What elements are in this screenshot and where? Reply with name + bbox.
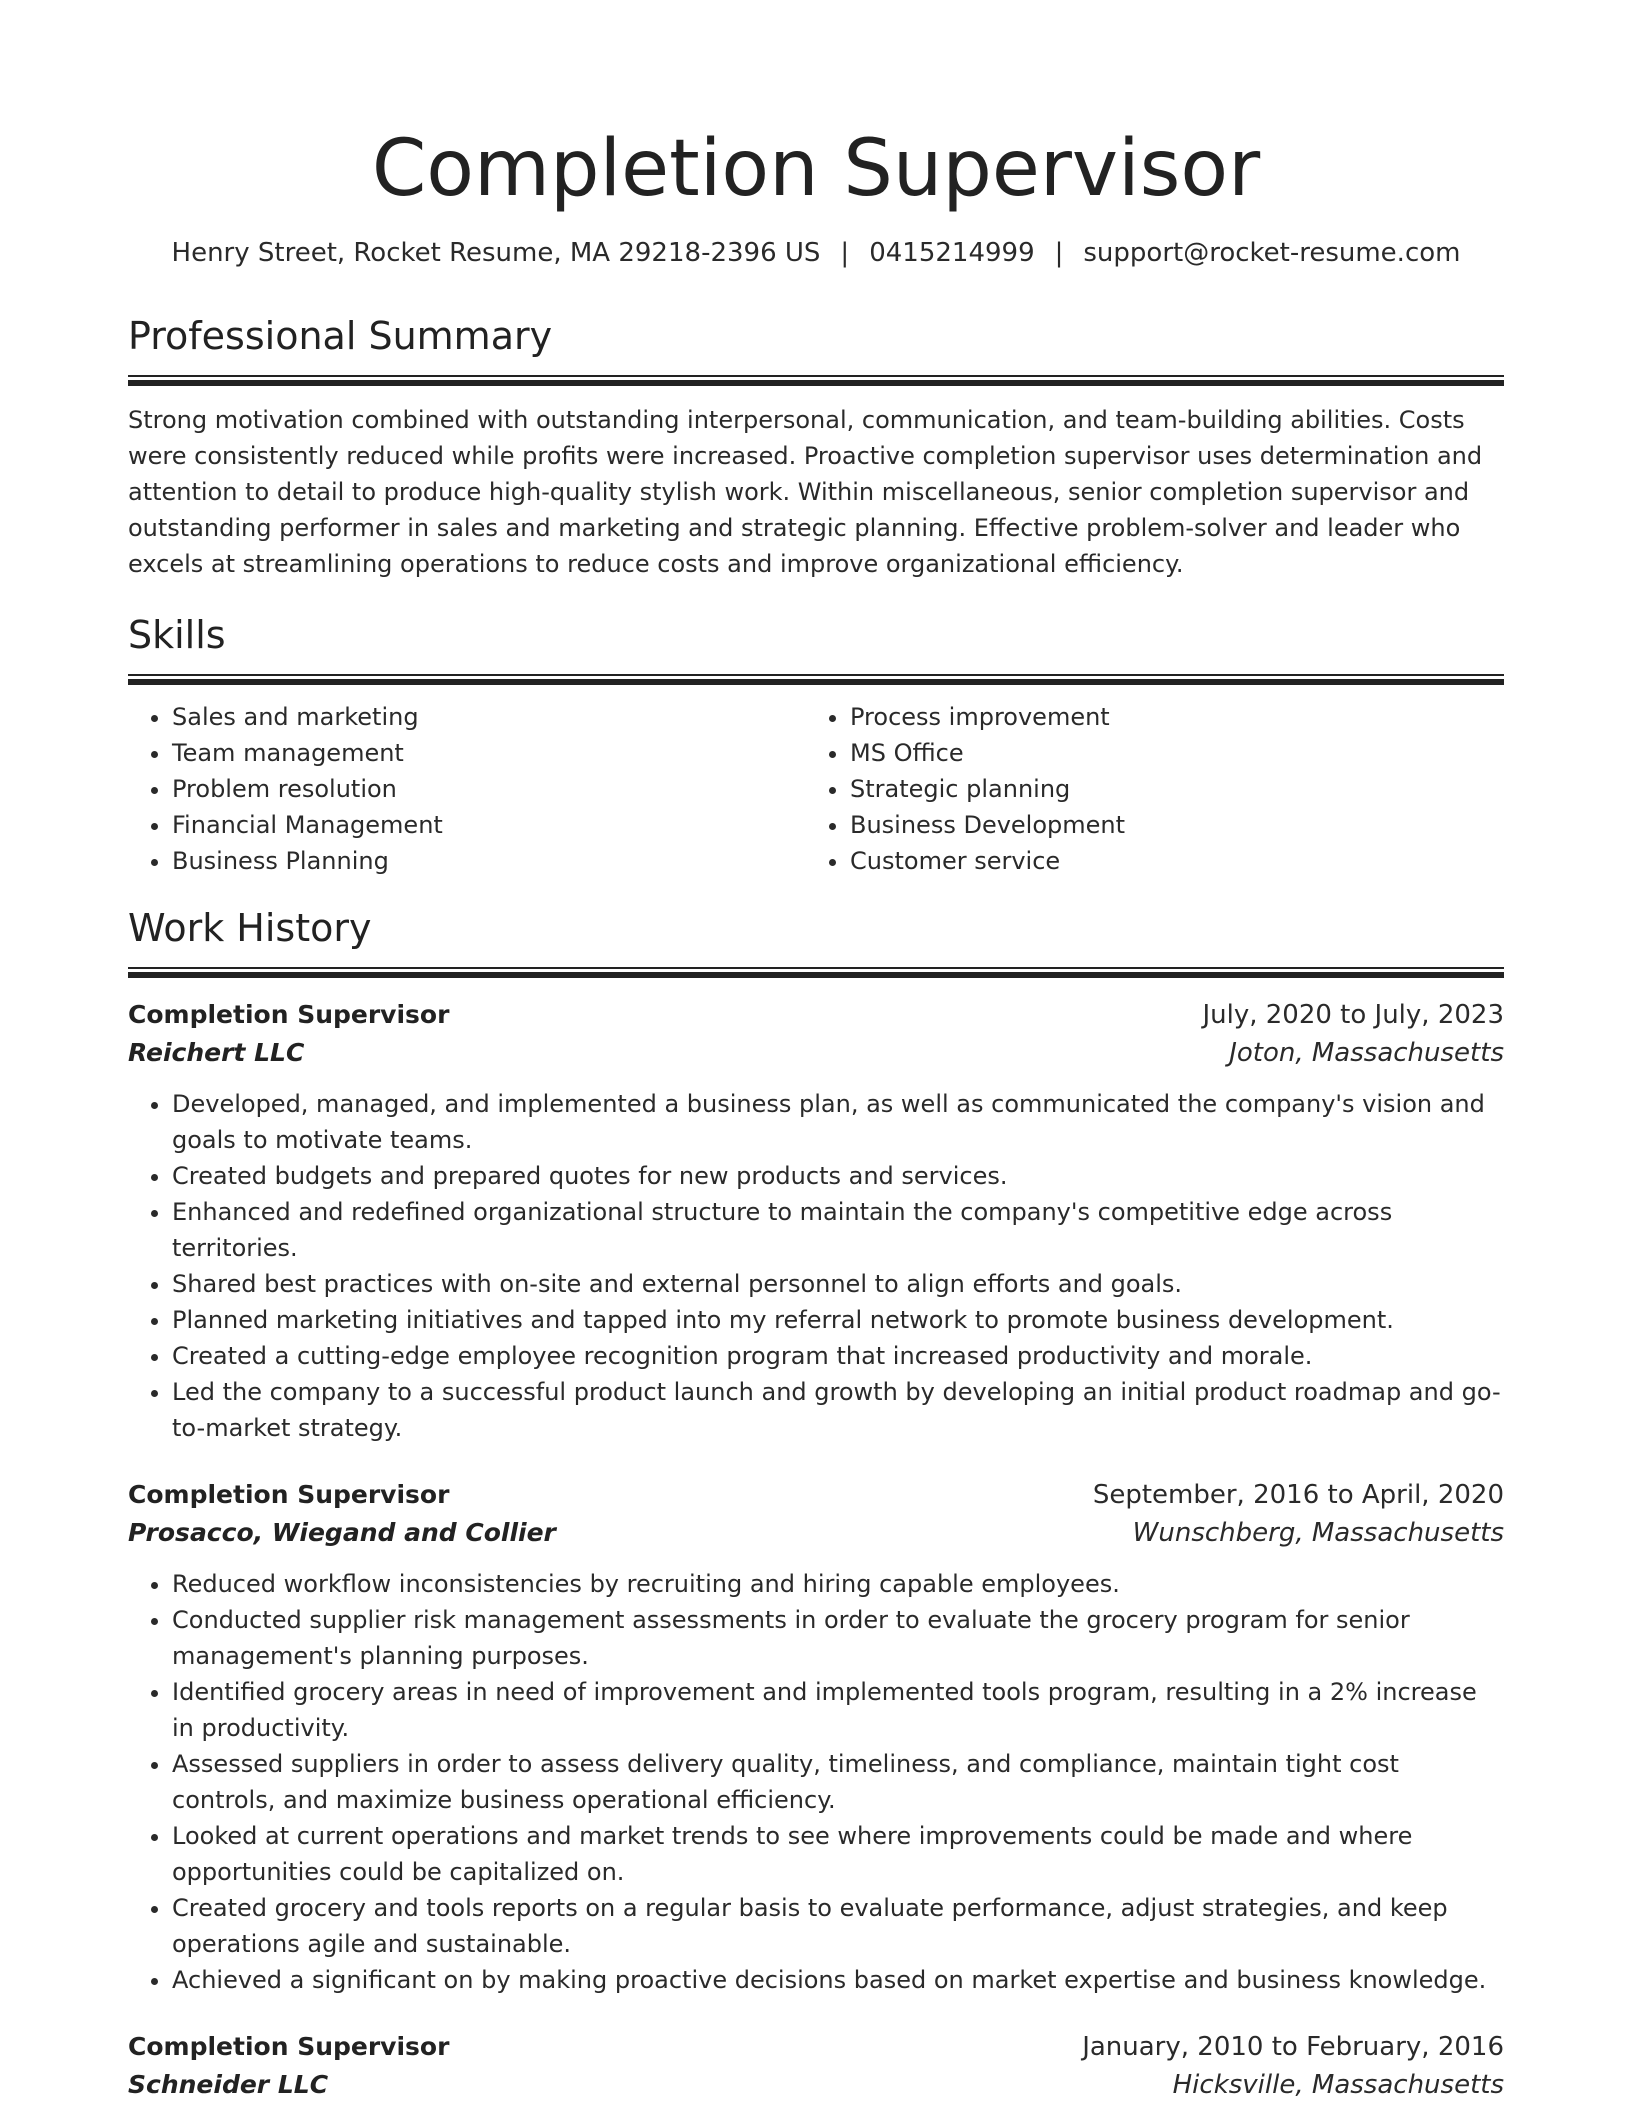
job-bullet: • Created grocery and tools reports on a regular basis to evaluate performance, adjust strategies, and keep operations agile and sustainable. [172, 1890, 1504, 1962]
job-entry [128, 1476, 1504, 1998]
job-subheader [128, 2066, 1504, 2104]
job-bullet: • Looked at current operations and market trends to see where improvements could be made and where opportunities could be capitalized on. [172, 1818, 1504, 1890]
job-title: Completion Supervisor [128, 1000, 450, 1029]
contact-address: Henry Street, Rocket Resume, MA 29218-2396 US [171, 238, 821, 268]
job-entry [128, 996, 1504, 1446]
job-bullet: • Shared best practices with on-site and external personnel to align efforts and goals. [172, 1266, 1504, 1302]
skills-heading: Skills [128, 613, 226, 657]
job-bullet: • Created budgets and prepared quotes for new products and services. [172, 1158, 1504, 1194]
job-bullet: • Identified grocery areas in need of improvement and implemented tools program, resulting in a 2% increase in productivity. [172, 1674, 1504, 1746]
skill-item: • Sales and marketing [172, 699, 806, 735]
contact-separator: | [840, 238, 850, 268]
job-entry [128, 2028, 1504, 2104]
skill-item: • Team management [172, 735, 806, 771]
job-bullet: • Developed, managed, and implemented a business plan, as well as communicated the company's vision and goals to motivate teams. [172, 1086, 1504, 1158]
job-subheader [128, 1034, 1504, 1072]
job-title: Completion Supervisor [128, 1480, 450, 1509]
job-bullet: • Planned marketing initiatives and tapped into my referral network to promote business development. [172, 1302, 1504, 1338]
job-bullet: • Enhanced and redefined organizational structure to maintain the company's competitive edge across territories. [172, 1194, 1504, 1266]
skill-item: • Problem resolution [172, 771, 806, 807]
resume-page [128, 0, 1504, 2104]
contact-line [128, 236, 1504, 270]
job-location: Joton, Massachusetts [1229, 1038, 1504, 1068]
section-divider [128, 967, 1504, 978]
contact-email: support@rocket-resume.com [1083, 238, 1461, 268]
skill-item: • MS Office [850, 735, 1484, 771]
job-subheader [128, 1514, 1504, 1552]
skills-grid [128, 699, 1504, 879]
job-bullet: • Conducted supplier risk management assessments in order to evaluate the grocery program for senior management's planning purposes. [172, 1602, 1504, 1674]
job-company: Schneider LLC [128, 2070, 329, 2099]
job-bullets [128, 1566, 1504, 1998]
job-header [128, 2028, 1504, 2066]
job-header [128, 1476, 1504, 1514]
resume-name: Completion Supervisor [371, 124, 1261, 214]
job-bullet: • Reduced workflow inconsistencies by recruiting and hiring capable employees. [172, 1566, 1504, 1602]
job-bullets [128, 1086, 1504, 1446]
contact-phone: 0415214999 [869, 238, 1035, 268]
job-bullet: • Assessed suppliers in order to assess delivery quality, timeliness, and compliance, maintain tight cost controls, and maximize business operational efficiency. [172, 1746, 1504, 1818]
skill-item: • Customer service [850, 843, 1484, 879]
work-history-heading: Work History [128, 906, 372, 950]
job-dates: September, 2016 to April, 2020 [1092, 1480, 1504, 1510]
summary-text: Strong motivation combined with outstanding interpersonal, communication, and team-building abilities. Costs were consistently reduced while profits were increased. Proactive completion supervisor uses determination and attention to detail to produce high-quality stylish work. Within miscellaneous, senior completion supervisor and outstanding performer in sales and marketing and strategic planning. Effective problem-solver and leader who excels at streamlining operations to reduce costs and improve organizational efficiency. [128, 406, 1483, 578]
skill-item: • Business Planning [172, 843, 806, 879]
summary-heading: Professional Summary [128, 314, 553, 358]
skill-item: • Financial Management [172, 807, 806, 843]
section-divider [128, 375, 1504, 386]
section-divider [128, 674, 1504, 685]
job-location: Hicksville, Massachusetts [1172, 2070, 1504, 2100]
job-dates: July, 2020 to July, 2023 [1202, 1000, 1504, 1030]
job-title: Completion Supervisor [128, 2032, 450, 2061]
job-bullet: • Created a cutting-edge employee recognition program that increased productivity and morale. [172, 1338, 1504, 1374]
contact-separator: | [1054, 238, 1064, 268]
job-company: Prosacco, Wiegand and Collier [128, 1518, 556, 1547]
job-dates: January, 2010 to February, 2016 [1082, 2032, 1504, 2062]
skill-item: • Strategic planning [850, 771, 1484, 807]
job-bullet: • Achieved a significant on by making proactive decisions based on market expertise and business knowledge. [172, 1962, 1504, 1998]
skills-column-left [128, 699, 806, 879]
skills-column-right [806, 699, 1484, 879]
skill-item: • Business Development [850, 807, 1484, 843]
job-location: Wunschberg, Massachusetts [1132, 1518, 1504, 1548]
skill-item: • Process improvement [850, 699, 1484, 735]
job-company: Reichert LLC [128, 1038, 305, 1067]
job-bullet: • Led the company to a successful product launch and growth by developing an initial product roadmap and go-to-market strategy. [172, 1374, 1504, 1446]
job-header [128, 996, 1504, 1034]
